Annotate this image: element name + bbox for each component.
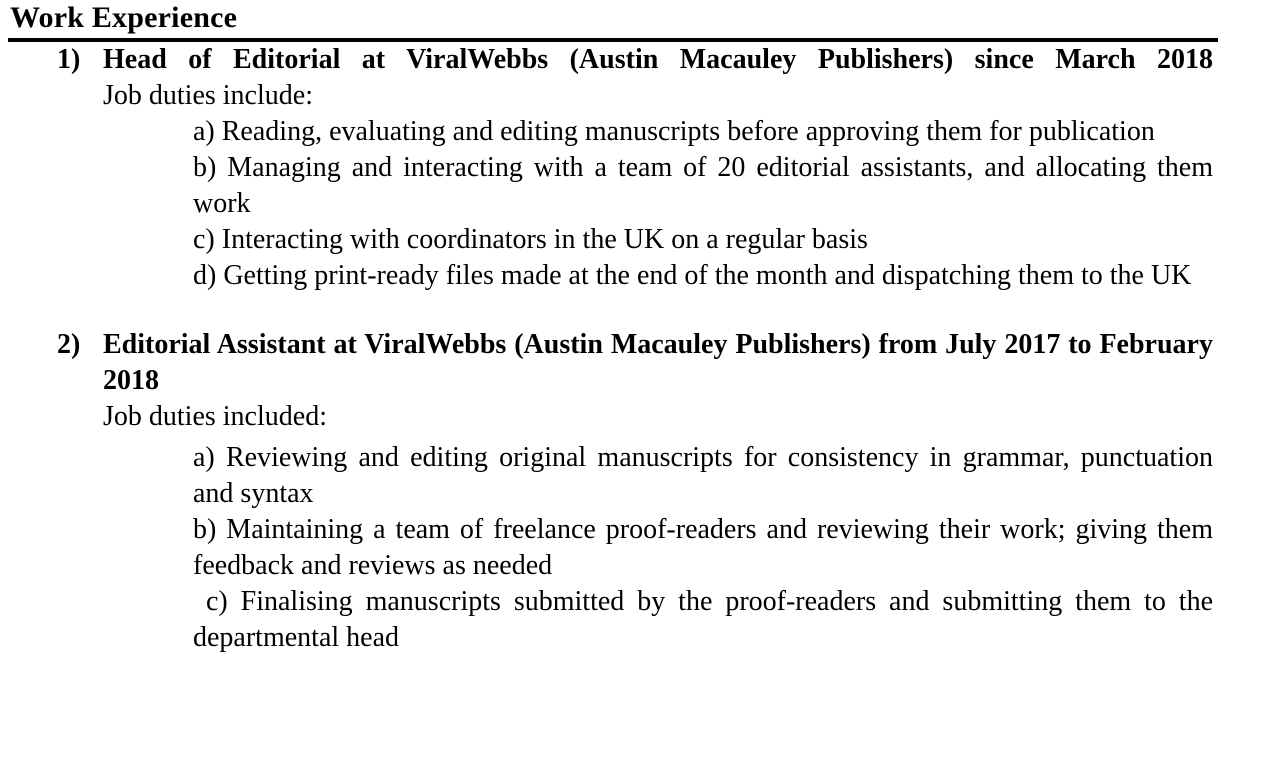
duty-line-a: a) Reading, evaluating and editing manuscripts before approving them for publication (193, 116, 1155, 147)
item-number: 2) (57, 329, 81, 360)
duties-list (193, 114, 1220, 294)
experience-item-2 (57, 327, 1221, 656)
job-title-heading: Editorial Assistant at ViralWebbs (Austin Macauley Publishers) from July 2017 to February 2018 (103, 329, 1213, 396)
duty-line-d: d) Getting print-ready files made at the end of the month and dispatching them to the UK (193, 260, 1192, 291)
experience-list (0, 42, 1261, 656)
duty-line-b: b) Managing and interacting with a team of 20 editorial assistants, and allocating them work (193, 152, 1220, 219)
item-number: 1) (57, 44, 81, 75)
duties-intro: Job duties include: (103, 80, 313, 111)
duties-list (193, 440, 1221, 656)
duties-intro: Job duties included: (103, 401, 327, 432)
item-content (103, 42, 1220, 294)
item-content (103, 327, 1221, 656)
section-title: Work Experience (10, 1, 238, 34)
duty-line-b: b) Maintaining a team of freelance proof-readers and reviewing their work; giving them feedback and reviews as needed (193, 514, 1220, 581)
duty-line-c: c) Interacting with coordinators in the UK on a regular basis (193, 224, 868, 255)
job-title-heading: Head of Editorial at ViralWebbs (Austin Macauley Publishers) since March 2018 (103, 44, 1213, 75)
duty-line-a: a) Reviewing and editing original manuscripts for consistency in grammar, punctuation and syntax (193, 442, 1220, 509)
experience-item-1 (57, 42, 1220, 294)
duty-line-c: c) Finalising manuscripts submitted by the proof-readers and submitting them to the departmental head (193, 586, 1221, 653)
